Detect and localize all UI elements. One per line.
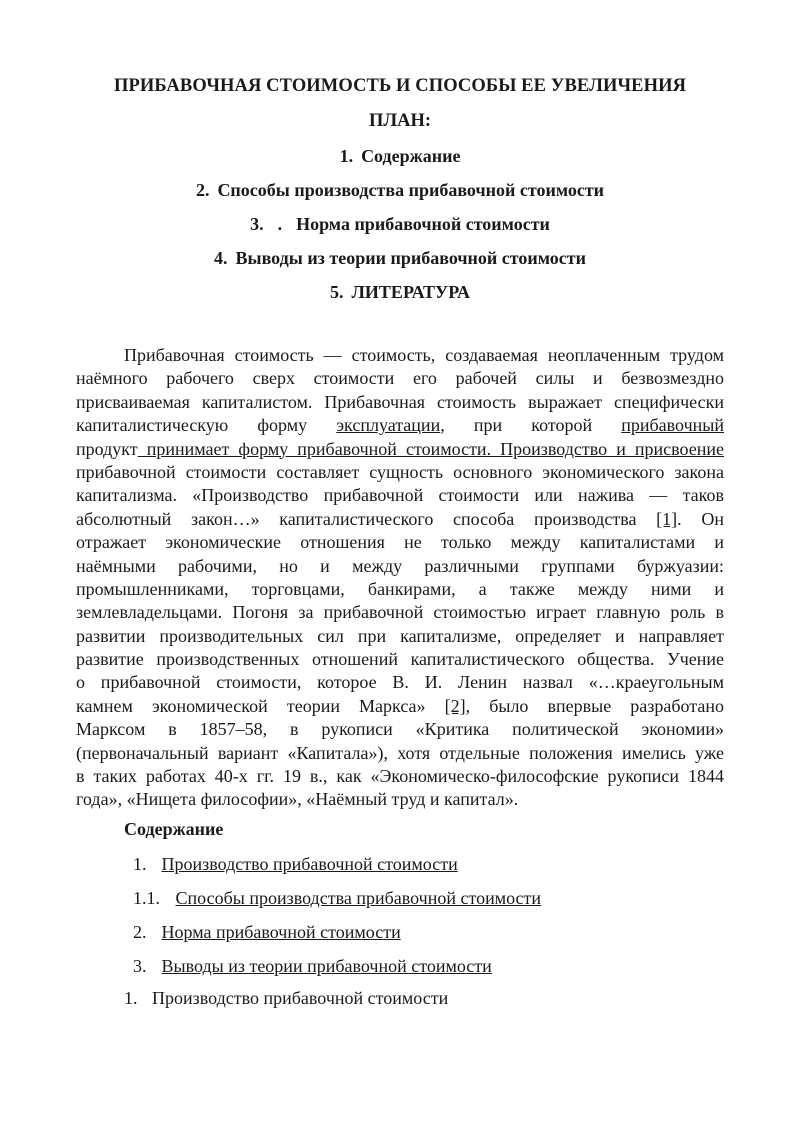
- paragraph-line: капитализма. «Производство прибавочной стоимости или нажива — таков: [76, 485, 724, 506]
- paragraph-line: [76, 414, 724, 437]
- toc-item-number: 2.: [133, 922, 147, 942]
- text-segment: продукт: [76, 438, 138, 459]
- section-title: Производство прибавочной стоимости: [152, 988, 449, 1008]
- toc-item: [133, 854, 458, 875]
- toc-link[interactable]: Выводы из теории прибавочной стоимости: [161, 956, 492, 976]
- plan-item: [0, 180, 800, 201]
- plan-heading: ПЛАН:: [368, 111, 432, 131]
- paragraph-line: землевладельцами. Погоня за прибавочной стоимостью играет главную роль в: [76, 602, 724, 623]
- plan-item-label: Выводы из теории прибавочной стоимости: [235, 248, 586, 268]
- text-segment: капиталистическую форму: [76, 415, 337, 436]
- plan-item-dot: .: [277, 214, 283, 234]
- paragraph-line: развитии производительных сил при капитализме, определяет и направляет: [76, 625, 724, 646]
- inline-link[interactable]: принимает форму прибавочной стоимости. Производство и присвоение: [137, 438, 724, 459]
- paragraph-line: года», «Нищета философии», «Наёмный труд и капитал».: [76, 789, 519, 810]
- toc-link[interactable]: Способы производства прибавочной стоимости: [175, 888, 542, 908]
- plan-item: [0, 146, 800, 167]
- inline-link[interactable]: прибавочный: [621, 415, 724, 436]
- plan-item: [0, 214, 800, 235]
- paragraph-line: наёмного рабочего сверх стоимости его рабочей силы и безвозмездно: [76, 368, 724, 389]
- paragraph-line: прибавочной стоимости составляет сущность основного экономического закона: [76, 461, 724, 482]
- toc-item-number: 1.1.: [133, 888, 160, 908]
- toc-item-number: 1.: [133, 854, 147, 874]
- text-segment: абсолютный закон…» капиталистического способа производства: [76, 508, 657, 529]
- paragraph-line: наёмными рабочими, но и между различными группами буржуазии:: [76, 555, 724, 576]
- paragraph-line: промышленниками, торговцами, банкирами, а также между ними и: [76, 578, 724, 599]
- plan-item-number: 5.: [330, 282, 344, 302]
- section-number: 1.: [124, 988, 138, 1008]
- paragraph-line: [76, 508, 724, 531]
- plan-item-number: 3.: [250, 214, 264, 234]
- toc-link[interactable]: Норма прибавочной стоимости: [161, 922, 401, 942]
- toc-link[interactable]: Производство прибавочной стоимости: [161, 854, 458, 874]
- paragraph-line: (первоначальный вариант «Капитала»), хотя отдельные положения имелись уже: [76, 742, 724, 763]
- plan-item-label: Содержание: [361, 146, 461, 166]
- plan-item-label: Норма прибавочной стоимости: [296, 214, 550, 234]
- toc-item-number: 3.: [133, 956, 147, 976]
- plan-item: [0, 282, 800, 303]
- plan-item-number: 2.: [195, 180, 210, 200]
- paragraph-line: [76, 695, 724, 718]
- paragraph-line: Марксом в 1857–58, в рукописи «Критика политической экономии»: [76, 719, 724, 740]
- paragraph-line: развитие производственных отношений капиталистического общества. Учение: [76, 649, 724, 670]
- plan-item: [0, 248, 800, 269]
- toc-item: [133, 888, 541, 909]
- paragraph-line: о прибавочной стоимости, которое В. И. Ленин назвал «…краеугольным: [76, 672, 724, 693]
- text-segment: . Он: [677, 508, 724, 529]
- inline-link[interactable]: [2]: [444, 695, 466, 716]
- toc-item: [133, 956, 492, 977]
- plan-item-number: 1.: [339, 146, 354, 166]
- paragraph-line: отражает экономические отношения не только между капиталистами и: [76, 532, 724, 553]
- text-segment: , было впервые разработано: [465, 695, 724, 716]
- inline-link[interactable]: эксплуатации: [336, 415, 441, 436]
- document-title: ПРИБАВОЧНАЯ СТОИМОСТЬ И СПОСОБЫ ЕЕ УВЕЛИЧЕНИЯ: [113, 76, 687, 96]
- plan-item-label: ЛИТЕРАТУРА: [351, 282, 470, 302]
- body-paragraph: [76, 344, 724, 812]
- text-segment: , при которой: [440, 415, 622, 436]
- plan-item-label: Способы производства прибавочной стоимости: [217, 180, 605, 200]
- toc-item: [133, 922, 401, 943]
- plan-item-number: 4.: [214, 248, 228, 268]
- toc-heading: Содержание: [124, 819, 224, 839]
- section-heading: [124, 988, 448, 1009]
- paragraph-line: присваиваемая капиталистом. Прибавочная стоимость выражает специфически: [76, 391, 724, 412]
- text-segment: камнем экономической теории Маркса»: [76, 695, 445, 716]
- paragraph-line: Прибавочная стоимость — стоимость, создаваемая неоплаченным трудом: [124, 345, 724, 365]
- inline-link[interactable]: [1]: [656, 508, 678, 529]
- paragraph-line: [76, 438, 724, 461]
- paragraph-line: в таких работах 40-х гг. 19 в., как «Экономическо-философские рукописи 1844: [76, 766, 724, 787]
